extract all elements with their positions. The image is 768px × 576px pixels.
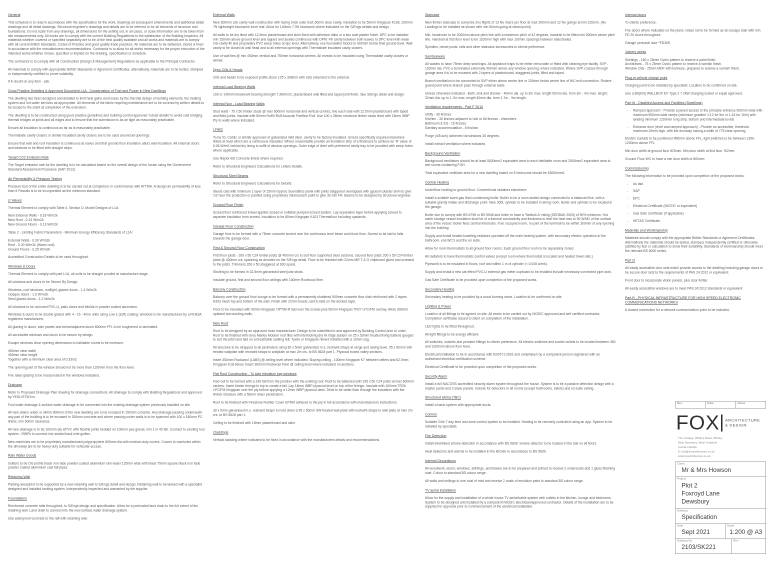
spec-paragraph: Install a suitable sized gas fired condensing boiler. Boiler to be a room sealed design connected to a balanced flue, with a suitable gravity intake and discharge point. New 300L cylinder to be installed in airing room. Boiler and cylinder to be located in the garage. [425,196,613,209]
date-scale-box [676,524,766,539]
section-heading: Background Ventilation [425,151,461,156]
spec-paragraph: Supply and install heated towelling radiators operated off the main heating system, with secondary electric operation to the bathroom, ens WC's and the en suite. [425,234,606,243]
spec-line: New Ground Floors - 0.13 W/m2k [8,223,58,227]
spec-paragraph: All windows to be coloured PVC-U, patio doors and bifolds in powder coated aluminium. [8,305,138,309]
spec-paragraph: Garage personal door *FD30S [625,41,671,45]
section-heading: Materials and Workmanship [625,228,668,233]
section-heading: Ventilation requirements - Part F 2010 [425,105,484,110]
spec-paragraph: Balcony over the ground floor lounge to be formed with a permanently shuttered 500mm concrete floor slab reinforced with 2 layers A393 mesh top and bottom of the slab. Finish with 22mm treads, laid to falls on the decked layer. [213,295,407,304]
spec-line-group [425,113,616,131]
project-value: Plot 2 Foxroyd Lane Dewsbury [681,481,720,506]
spec-paragraph: Roof to be designed by an approved truss manufacturer. Design to be submitted to and approved by Building Control prior to order. Roof to be finished with Grey Marley Modern roof tiles with interlocking dry fix ridge system on 25 x 50mm treated fixing battens gauged to suit the pitch and laid on a breathable sarking felt, Tyvek or Kingspan nilvent installed with a 10mm sag. [213,329,414,342]
spec-paragraph: All radiators to have thermostatic control valves (except room where thermostat is located and heated towel rails.) [425,254,593,259]
section-heading: Joinery works [625,50,647,55]
spec-line: Bathroom & ES - 15 ltrs/sec [425,122,467,126]
spec-paragraph: All easily accessible door sets which provide access to the dwelling including garage doors to be secure door sets to the requirements of PAS 24:2012 or equivalent. [625,266,763,275]
spec-paragraph: Min door width at ground floor 825mm. Min door width at first floor 762mm [625,149,735,153]
spec-line: Together with a minimum clear area of 0.33m2 [8,358,77,362]
section-heading: Structured wiring (TBC) [425,396,461,400]
spec-line-group [8,289,205,302]
section-heading: Claddings [213,430,229,435]
spec-bullet-item: - SAP [625,190,764,194]
spec-paragraph: Strutting to be formed in 32.5mm galvanised steel joist struts. [213,270,304,275]
spec-paragraph: All windows and doors to be Secure By Design. [8,280,79,285]
logo-divider-bar [721,414,723,431]
spec-line: New External Walls - 0.18 W/m2k [8,214,58,218]
spec-paragraph: Background ventilators should be at least 5000mm2 equivalent area to each habitable room and 2500mm2 equivalent area to wet rooms containing FGH. [425,159,611,168]
spec-paragraph: Boiler due to comply with BS 6798 or BS 5546 and boiler to have a 'Sedbuk A' rating (SEDBUK 2009) of 90% minimum. Hot water storage vessel insulation shall be of a thermal conductivity and thickness to limit the heat loss to 90 W/M2 of the surface area of the vessel. Boiler flues central interlocks. If an occupied room, no part of the terminal to be within 300mm of any opening into the building. [425,213,615,231]
spec-line-group [8,349,205,362]
spec-paragraph: The dwelling is to be constructed using good practice guidelines and building control approved 'robust details' to avoid cold bridging, thermal bridges at joints and all edges and to ensure that the submission is as air tight as reasonably practicable. [8,113,203,122]
drawing-no-box [676,539,766,554]
spec-paragraph: Ceiling to be finished with 15mm plasterboard and skim. [213,421,296,425]
spec-paragraph: Parking areas/plot to be supported by a new retaining wall to S/Engs detail and design. Retaining wall to be tanked with a specialist designed and installed tanking system. Independently inspected and warranted by the supplier. [8,483,202,492]
spec-paragraph: Insulate ground, first and second floor ceilings with 100mm Rockwool fibre. [213,278,324,283]
section-heading: Part M - Disabled Access and Facilities (Dwellings) [625,101,703,105]
spec-paragraph: Use of wall ties @ min 450mm vertical and 750mm horizontal centres. All reveals to be insulated using Thermabate cavity closers or similar. [213,54,409,63]
spec-paragraph: Secondary heating to be provided by a wood burning stove. Location to be confirmed on site. [425,295,563,300]
section-heading: General [8,13,21,17]
spec-paragraph: Thermal Element to comply with part L1A, all units to be draught proofed at manufacture stage. [8,272,149,277]
spec-paragraph: This schedule is to read in accordance with the specification for the work, drawings all subsequent amendments and additional detail drawings and all detail drawings. Structural engineer's drawings and details are to be referred to for all elements of structure and foundations. Do not scale from any drawings, all dimensions for the setting out, in all cases, or scale information are to be taken from site measurements only. All works are to comply with the current Building Regulations to the satisfaction of the Building Inspector. All materials whether covered or specified separately are to be of the best quality available and all works and materials are to comply with all current British Standards, Codes of Practice and good quality trade practices. All materials are to be delivered, stored & fixed in accordance with the manufacturers recommendations. Contractor is to allow for all works necessary for the proper execution of the intended works whether shown, specified or implied on the drawing, specification or schedule. [8,21,205,56]
spec-paragraph: All new drains under or within 900mm of the new dwelling are to be encased in 150mm concrete. Any drainage passing underneath any part of the building is to be encased in 150mm concrete and where passing under walls is to be spanned with 100 x 150mm PC lintels, min 50mm clearance. [8,411,203,424]
section-heading: External Walls [213,13,235,17]
spec-paragraph: The opening part of the window should not be more than 1100mm from the floor level. [8,366,135,370]
section-heading: Staircase [425,13,440,17]
section-heading: New Roof [213,321,229,326]
spec-paragraph: Heat detectors and alarms to be installed in the kitchen in accordance to BS 5839. [425,450,547,454]
spec-paragraph: Location of all fittings to be agreed on site. All works to be carried out by NICEIC approved and self certified contractor. Completion certificate issued to client on completion of the installation. [425,312,601,321]
spec-paragraph: 30 x 5mm galvanised m.s. restraint straps to hold down a 95 x 50mm SW treated wall plate with restraint straps to wall plate at max 2m crs. to BS 5628 part 1. [213,408,413,417]
spec-paragraph: Branch ventilation to be connected to SVP either above centre line or 200mm below centre line of WC exit connection. Rodent guard point where branch pass through external walls. [425,79,612,88]
spec-paragraph: The contractor is to comply with all Construction (Design & Management) Regulations as applicable to the Principal Contractor. [8,59,196,64]
spec-paragraph: Unless otherwise indicated - Bath, sink and shower - 40mm dia. up to 3m max. length 50mm dia. from 3m - 4m max. length; 32mm dia. up to 1.7m max. length 40mm dia. from 1.7m - 3m length. [425,91,608,100]
section-heading: Internal Non - Load Bearing Walls [213,102,265,106]
revision-table [675,401,766,409]
spec-paragraph: Electrical installation to be in accordance with BS7671:2001 and undertaken by a competent person registered with an authorised electrical certification scheme. [425,353,600,361]
spec-paragraph: All new drainage is to be 100mm dia UPVC with flexible joints bedded on 100mm pea gravel, min 1 in 40 fall. Connect to existing foul system - RWPs to connect into sealed back inlet gullies. [8,428,205,436]
spec-paragraph: Ensure all insulation is continuous as far as is reasonably practicable. [8,126,111,130]
spec-paragraph: The dwelling has been designed and detailed to limit heat gains and losses by the thermal design of building elements, the heating system and hot water services as appropriate. All elements of the fabric requiring maintenance are to be covered by written details to be issued to the client at completion of the extension. [8,97,205,110]
spec-paragraph: All structure to be strapped to all perimeters using 30 x 5mm galvanised m.s. restraint straps at verge and ceiling level. 95 x 50mm SW treated wallplate with restraint straps to wallplate at max 2m crs. to BS 5628 part 1. Plywood boxed valley sections. [213,346,412,355]
spec-paragraph: Refer to Structural Engineers Calculations for Lintels Details. [213,164,303,169]
section-heading: Part Q [625,259,635,263]
date-label: Date [677,524,684,528]
spec-line-group [8,239,205,252]
section-heading: Target CO2 Emission Rate [8,155,49,160]
spec-bullet-item: - As laid [625,182,764,186]
spec-paragraph: Purge (4/5 ach) achieved via windows 30 degrees. [425,134,500,138]
spec-line: Skirtings - 150 x 25mm Ovolo pattern to receive a paint finish. [625,58,717,62]
spec-paragraph: Pipework is to be insulated in floors, roof and within 1 m of cylinder (< 0.045 w/mk). [425,262,548,267]
spec-paragraph: New timber staircase to comprise 2no flights of 13 No risers per floor at max 200mm and 12 No goings at min 220mm. (No Landings to be installed as shown with min 50mm going at raised point) [425,21,607,29]
spec-paragraph: Install a full NACOSS accredited security alarm system throughout the house. System is to be a passive detection design with a master panel and 2 slave panels. Include for detectors in all rooms (except bathrooms, toilets) and en-suite ceiling. [425,382,614,391]
spec-paragraph: All glazing in doors, side panels and below/adjacent doors 800mm FFL to be toughened or laminated. [8,325,159,330]
spec-paragraph: Allow for the supply and installation of a whole house TV aerial/cable system with outlets in the kitchen, lounge and bedrooms. System to be designed and installed by a competent NICEIC electrician/approved contractor. Details of the installation are to be supplied for approval prior to commencement of the electrical installation. [425,496,614,509]
section-heading: Sanitaryware [425,55,446,59]
section-heading: Comms [425,413,437,417]
section-heading: Commissioning [625,166,649,171]
spec-bullet-item: - Electrical Certificate (NICEIC or equivalent) [625,205,764,209]
spec-line: Semi glazed doors - 1.2 W/m2k [8,297,55,301]
date-value: Sept 2021 [681,528,710,536]
client-box [676,462,766,477]
title-block [675,401,766,571]
date-column-header: Date [706,402,736,409]
spec-paragraph: Install interlinked smoke detection in accordance with BS 5839. Smoke detector to be located in the hall on all floors. [425,442,598,446]
spec-line: Ground Floors - 0.25 W/m2k [8,247,51,252]
spec-paragraph: All materials to comply with appropriate British Standards or Agrement Certificates, alternatively, materials are to be tested, stamped or independently certified to prove suitability. [8,67,204,76]
section-heading: First & Second Floor Construction [213,246,265,250]
spec-paragraph: Stud walls - 75 x 50 timber studs @ max 600mm horizontal and vertical centres, line each side with 12.5mm plasterboard with taped and filled joints, insulate with 50mm Ruff'n'Ruff Acoustic Partition Roll. Use 100 x 38mm structural timber studs lined with 15mm WBP Ply to walls where indicated. [213,109,410,123]
fox-logo: FOX [676,411,720,434]
spec-line: Utility - 30 ltrs/sec [425,113,452,117]
spec-line-group [625,58,764,71]
section-heading: Secondary Heating [425,287,455,292]
spec-paragraph: The Target emission rate for the dwelling is to be calculated based on the overall design of the house using the Government Standard Assessment Procedure (SAP 2012). [8,163,191,172]
spec-line: New Roof - 0.13 W/m2k [8,218,44,223]
spec-paragraph: Reinforced concrete rafts throughout, to S/Engs design and specification. Allow for a perforated land drain to the full extent of the retaining wall. Land drain to connect into the new surface water drainage system. [8,504,199,513]
spec-line: Kitchen - 30 ltrs/sec adjacent to hob or 60 ltrs/sec - elsewhere [425,117,517,122]
spec-paragraph: Install extract ventilation where indicated. [425,142,486,146]
scale-value: 1:200 @ A3 [729,528,763,536]
spec-paragraph: The following information to be provided upon completion of the proposed works: [625,174,745,178]
scale-label: Scale [727,524,735,528]
spec-column-2 [213,13,414,576]
spec-paragraph: Front door to incorporate vision panels, plus door limiter. [625,278,709,283]
spec-paragraph: Thermal Element to comply with Table 4, Section D, Model Designs of L1A: [8,206,120,210]
spec-column-3 [425,13,616,576]
spec-paragraph: Materials should comply with the appropriate British Standards or Agrement Certificates. Alternatively the materials should be tested, stamped, independently certified or otherwise justified by test or calculation to show their suitability. Standards of workmanship should meet the relevant BS 8000 series. [625,236,763,254]
spec-bullet-item: - Entrance door (level and ramped approach) - Provide an accessible, threshold maximum 15mm high, with the doorway having a width of 775 clear opening [625,125,764,134]
client-label: Client [677,462,685,466]
spec-paragraph: A ducted connection for a network communication point to be included. [625,308,730,312]
spec-paragraph: Spindles, newel posts, rails and other staircase accessories to clients preference. [425,45,546,50]
section-heading: Structural Steel Beams [213,174,249,178]
spec-line: Windows, roof windows, rooflight, glazed doors - 1.4 W/m2k [8,288,97,293]
spec-line: 450mm clear width [8,349,37,353]
spec-paragraph: Allow for room thermostats to all ground floor rooms. Each ground floor room to be separately zoned. [425,246,575,251]
spec-paragraph: Total equivalent ventilator area for a new dwelling based on 5 bedrooms should be 45000mm2. [425,171,566,176]
spec-paragraph: Floor to be insulated with 90mm Kingspan OPTIM-R laid over the screed plus 50mm Kingspan TR27 LPC/FM overlay. Allow 300mm upstand surrounding walls. [213,307,409,316]
section-heading: Flat Roof Construction - To side elevation bay windows [213,372,297,376]
firm-address: The Cottage, Whitley Road, Whitley Near Dewsbury, West Yorkshire Contact details: E: info@foxarchitecture.co.uk www.foxarchitecture.co.uk [678,437,723,459]
section-heading: Ground Floor Finish [213,203,244,208]
spec-paragraph: Roof to be finished with Firestone Rubber Cover EPDM adhered to the ply in full accordance with manufacturers instructions. [213,401,398,405]
spec-paragraph: New manholes are to be proprietary manufactured polypropylene 600mm dia with medium duty covers. Covers to manholes within the driveway are to be heavy duty suitable for vehicular access. [8,440,201,449]
spec-paragraph: Charging point to be installed by specialist. Location to be confirmed on site. [625,84,738,88]
spec-paragraph: Foul water drainage & surface water drainage to be connected into the existing drainage system previously installed on site. [8,403,191,407]
section-heading: Windows & Doors [8,265,36,269]
spec-paragraph: Use a BS(EN) WALLBOX EV Type 2 7.2kW charging socket or equal approved. [625,92,743,96]
section-heading: Balcony Construction [213,288,246,292]
spec-paragraph: To be IG, Catnic or similar approved of galvanised mild steel, cavity to be factory insulated. Unless specifically required elsewhere lintels at level which are a continuous insulated. Where unavoidable provide an insulation strip of a thickness to achieve an 'R' value of 0.06 W/mK behind dry lining to soffit of window openings. Outer edge of lintel with preformed cavity tray to be provided with weep holes where applicable. [213,135,413,153]
spec-paragraph: Windows & doors to be double glazed with 4 - 16 - 4mm units using Low e (soft) coating; windows to be manufactured by a FENSA registered manufacturer. [8,313,202,322]
spec-paragraph: 100 or 140mm blockwork bearing strength 7.3N/mm2, plasterboard wall filled and taped joint finish. See S/Engs detail and design. [213,92,406,97]
section-heading: U Values [8,198,22,203]
spec-column-1 [8,13,205,576]
section-heading: Security Alarm [425,374,448,379]
spec-paragraph: Install a basic system with appropriate ducts. [425,403,492,408]
spec-paragraph: Use Naylor BG Concrete lintels where required. [213,156,284,161]
spec-paragraph: Flat roof to be formed with a 140 fall from the junction with the existing roof. Roof to be battened with 195 x 50 C24 joists at max 600mm centres. Insert timber firrings to top to create a fall. Lay 18mm WBP plywood level on top of the firrings. Insulate with 100mm TR26 LPC/FM Kingspan over the ply before applying a 12mm WBP plywood deck. Deck to be wider than through the insulation with the timber structure with a 50mm lower penetration. [213,379,414,397]
section-heading: Fire Detection [425,434,447,439]
spec-line: 450mm clear height [8,353,38,358]
spec-paragraph: Accredited Construction Details to be used throughout. [8,255,90,260]
section-heading: Central Heating [425,181,449,185]
section-heading: Rain Water Goods [8,454,37,458]
spec-paragraph: Electrical Certificate to be provided upon completion of the proposed works. [425,365,537,369]
section-heading: Air Permeability & Pressure Testing [8,177,62,181]
spec-line: Sanitary accommodation - 6 ltrs/sec [425,126,479,130]
drawing-label: Drawing [677,509,688,513]
spec-paragraph: Vertical cladding where indicated to be fixed in accordance with the manufacturers details and recommendations. [213,438,381,442]
spec-paragraph: Gutters to be OG profile black non fade powder coated aluminium rain water 125mm wide with black 75mm square black non fade powder coated aluminium cast fall pipes. [8,461,201,470]
section-heading: TV aerial installation [425,488,457,493]
rev-label: Rev [733,539,739,543]
spec-bullet-item: - EPC [625,197,764,201]
spec-paragraph: All woodwork, doors, windows, skirtings, architraves are to be prepared and primed to receive 2 undercoats and 1 gloss finishing coat. Colour to standard BS colour range. [425,467,615,475]
spec-paragraph: Fire doors where indicated on the plans. Glass not to be formed as an escape stair with min FD 20 doors throughout. [625,28,761,37]
section-heading: Internal doors [625,13,647,17]
section-heading: Garage Floor Construction [213,225,254,229]
project-box [676,477,766,509]
logo-tagline: ARCHITECTURE & DESIGN [725,417,761,428]
spec-bullet-item: - HETAS Certificate. [625,219,764,223]
section-heading: Retaining Wall [8,475,31,480]
spec-paragraph: New 300mm cob cavity wall construction with facing brick outer leaf, 50mm clear cavity, insulation to be 50mm Kingspan K108, 100mm 7N lightweight blockwork inner leaf. Allow for 140mm 7.3N blockwork where indicated on the S/Engs details and design. [213,21,413,29]
section-heading: Internal Decorations [425,459,456,463]
drawing-no-label: Drawing No [677,539,693,543]
spec-paragraph: All walls and ceilings to one coat of mist and receive 2 coats of emulsion paint to standard BS colour range. [425,479,584,483]
section-heading: Foundations [8,496,27,501]
spec-paragraph: Pressure test of the entire dwelling is to be carried out at completion, in conformance with ATTMA. A design air permeability of less than 5 Pascals is to be incorporated as the minimum standard. [8,184,201,193]
section-heading: Part R - PHYSICAL INFRASTRUCTURE FOR HIGH SPEED ELECTRONIC COMMUNICATIONS NETWORKS [625,296,741,305]
spec-paragraph: Use waterproof concrete to the raft with retaining wall. [8,516,88,521]
spec-paragraph: Steels clad with minimum 1 layer of 15mm Gyproc SoundBloc plank with joints staggered overlapped with gypsum plaster skim to give 1/2 hour fire protection or painted using proprietary intumescent paint to give 30 min FR. Beams to be designed by structural engineer. [213,189,412,198]
spec-paragraph: Ensure that wall and roof insulation is continuous at eaves and that ground floor insulation abuts wall insulation. All external doors and windows to be fitted with draught strips. [8,142,200,151]
drawing-value: Specification [681,513,717,521]
spec-paragraph: Escape windows clear opening dimensions to habitable rooms to be minimum: [8,341,124,345]
spec-line: External Walls - 0.30 W/m2k [8,238,51,243]
spec-paragraph: Refer to Proposed Drainage Plan drawing for drainage connections. All drainage to comply with Building Regulations and approved by YEDL/STW Inc. [8,390,202,399]
section-heading: Dpcs Cills & Heads [213,68,243,72]
section-heading: Lighting & Power [425,304,452,309]
spec-paragraph: Electric sockets to be positioned 450mm above FFL, light switches to be between 1350-1200mm above FFL [625,137,755,146]
section-heading: Lintels [213,128,223,132]
spec-line: Window Cills - 25mm MDF with bullnose, prepared to receive a varnish finish. [625,67,740,71]
spec-paragraph: Fire rated glazing to be incorporated in the windows indicated. [8,374,100,378]
spec-paragraph: All walls to be dry lined with 12.5mm plasterboard and skim fixed with adhesive dabs or a two coat plaster finish. DPC to be installed min 150mm above ground level and lapped and sealed continuous with DPM. Fill cavity between both leaves to DPC level with weak mix cavity fill and proprietary PVC weep holes at dpc level. Alternatively, use foundation blocks to 900mm below final ground level. Wall cavity to be closed at wall head and to all external openings with Thermabate insulated cavity closers. [213,33,413,51]
notes-column-header: Notes [737,402,746,405]
spec-paragraph: All accessible windows and doors to be secure by design. [8,333,94,337]
spec-paragraph: Gas Safe Certificate to be provided upon completion of the proposed works. [425,278,538,283]
spec-paragraph: First floor joists - 200 x 50 C24 timber joists @ 400mm crs to suit floor supported steel sections, second floor joists 200 x 50 C24 timber joists @ 400mm crs, spanning as denoted on the S/Engs detail. Floor to be finished with 22mm MR T & G chipboard glued and screwed to the joists. Trimmers 200 x 50 staggered at 600 spans. [213,253,414,267]
spec-paragraph: All easily accessible windows are to meet PAS 24:2012 standards or equivalent [625,286,743,291]
spec-paragraph: Suitable 24hr 7 day time and zone control system to be installed. Heating to be remotely controlled using an app. System to be installed by specialist. [425,420,613,429]
spec-paragraph: Supply and install a new cat effect PVC-U external gas meter cupboard to be installed include necessary connected pipe work. [425,270,613,275]
spec-paragraph: Min. headroom to be 2000mm above pitch line with a maximum pitch of 42 degrees, handrail to be fitted min 900mm above pitch line. Handrail at first floor level to be 1100mm high with max 100mm spacings between balustrades. [425,33,615,42]
spec-line: Architraves - 75 x 25mm Ovolo pattern to receive a varnish finish. [625,62,722,67]
client-value: Mr & Mrs Howson [681,466,732,474]
rev-column-header: Rev [676,402,706,409]
spec-paragraph: To clients preference. [625,21,657,25]
spec-paragraph: Underfloor heating to ground floor. Conventional radiators elsewhere. [425,188,528,193]
spec-paragraph: All wastes to have 75mm deep seal traps. All appliance traps to be either removable or fitted with cleaning eye facility. SVP - 100mm dia. PVC-u terminated externally 900mm above any window opening, where indicated. Where SVP crosses through garage area it is to be encased with 2 layers of plasterboard, staggered joints, filled and taped. [425,62,609,76]
drawing-box [676,509,766,524]
section-heading: Drainage [8,383,22,387]
spec-paragraph: Ground Floor WC to have a min door width of 800mm [625,157,705,161]
spec-paragraph: Insert 350mm Rockwool (LABS) @ ceiling level where indicated. Sloping ceiling - 100mm Kingspan K7 between rafters and 62.5mm Kingspan K18 below. Insert 300mm Rockwool Flexi @ ceiling level where indicated on sections. [213,358,409,367]
spec-line: Roof - 0.20 W/m2k (Warm roof) [8,243,55,247]
spec-paragraph: Garage floor to be formed with a 75mm concrete screed over the continuous level beam and block floor. Screed to be laid to falls towards the garage door. [213,232,404,241]
section-heading: Good Practice Detailing & Approved Document L1A - Conservation of Fuel and Power in New Dwellings [8,89,166,94]
spec-paragraph: LED lights to be fitted throughout. [425,324,475,329]
spec-paragraph: Cills and heads to be exposed profile stone 125 x 300mm with sets extended to the external. [213,75,350,80]
spec-line-group [8,214,205,227]
spec-line: Opaque doors - 1.0 W/m2k [8,292,49,297]
spec-paragraph: If in doubt on any item - ask. [8,80,51,84]
section-heading: Plug-in vehicle charge point [625,76,668,81]
spec-paragraph: Thermabate cavity closers or similar insulated cavity closers are to be used around all openings. [8,134,151,138]
spec-bullet-item: - Ramped approach - Provide a paved access to the principle entrance 900mm wide with maximum 900mm wide ramps (minimum gradient 1:12 for 5m or 1:15 for 10m) with landing minimum 1200mm long strip, bottom and intermediate levels [625,109,764,122]
spec-bullet-item: - Gas Safe Certificate (if applicable) [625,212,764,216]
spec-paragraph: All light fittings to be energy efficient. [425,332,480,337]
project-label: Project [677,477,687,481]
spec-paragraph: All switches, sockets and pendant fittings to clients preference. All electric switches and socket outlets to be located between 450 and 1200mm above floor level. [425,340,616,349]
drawing-no-value: 2103/SK221 [681,543,716,551]
spec-paragraph: Table 2 - Limiting Fabric Parameters - Minimum Energy Efficiency Standards of L1A: [8,231,133,235]
spec-paragraph: Refer to Structural Engineers Calculations for Details. [213,181,293,186]
firm-logo-block [675,409,766,462]
section-heading: Internal Load Bearing Walls [213,85,256,89]
rev-value [732,543,766,547]
spec-paragraph: Screed floor reinforced trowel applied screed or suitable pumped screed system. Lay separation layer before applying screed to separate insulation from screed. Insulation to be 80mm Kingspan K103 Thermafloor including upstands. [213,211,402,220]
